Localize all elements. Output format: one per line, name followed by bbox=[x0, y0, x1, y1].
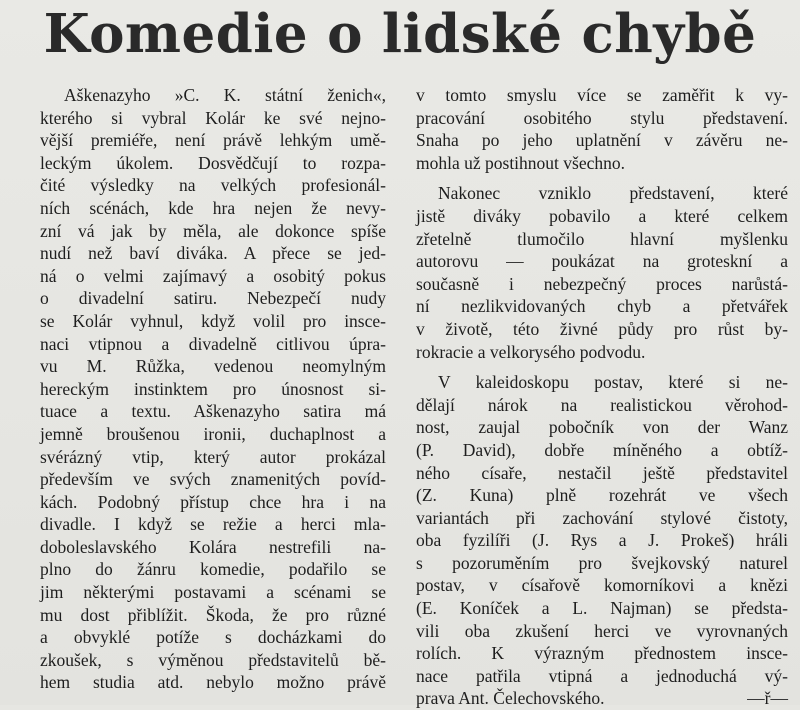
text-line: postav, v císařově komorníkovi a knězi bbox=[416, 575, 788, 596]
text-line: zřetelně tlumočilo hlavní myšlenku bbox=[416, 228, 788, 249]
text-line: se Kolár vyhnul, když volil pro inscе- bbox=[40, 310, 386, 331]
text-line: současně i nebezpečný proces narůstá- bbox=[416, 273, 788, 294]
text-line: a obvyklé potíže s docházkami do bbox=[40, 627, 386, 648]
text-line: Nakonec vzniklo představení, které bbox=[438, 183, 788, 204]
signoff-line bbox=[416, 687, 788, 710]
text-line: Aškenazyho »C. K. státní ženich«, bbox=[64, 85, 386, 105]
text-line: plno do žánru komedie, podařilo se bbox=[40, 559, 386, 580]
text-line: V kaleidoskopu postav, které si ne- bbox=[438, 372, 788, 393]
text-line: vější premiéře, není právě lehkým umě- bbox=[40, 130, 386, 151]
text-line: naci vtipnou a divadelně citlivou úpra- bbox=[40, 333, 386, 354]
text-line: hem studia atd. nebylo možno právě bbox=[40, 672, 386, 693]
text-line: zní vá jak by měla, ale dokonce spíše bbox=[40, 220, 386, 241]
right-column bbox=[416, 84, 788, 710]
text-line: jim některými postavami a scénami se bbox=[40, 582, 386, 603]
text-line: mu dost přiblížit. Škoda, že pro různé bbox=[40, 604, 386, 625]
text-line: pracování osobitého stylu představení. bbox=[416, 107, 788, 128]
text-line: Snaha po jeho uplatnění v závěru ne- bbox=[416, 130, 788, 151]
text-line: nost, zaujal pobočník von der Wanz bbox=[416, 417, 788, 438]
text-line: zkoušek, s výměnou představitelů bě- bbox=[40, 649, 386, 670]
text-line: rokracie a velkorysého podvodu. bbox=[416, 341, 646, 362]
text-line: hereckým instinktem pro únosnost si- bbox=[40, 378, 386, 399]
text-line: čité výsledky na velkých profesionál- bbox=[40, 175, 386, 196]
text-line: ného císaře, nestačil ještě představitel bbox=[416, 462, 788, 483]
text-line: variantách při zachování stylové čistoty, bbox=[416, 507, 788, 528]
text-line: divadle. I když se režie a herci mla- bbox=[40, 514, 386, 535]
text-line: svérázný vtip, který autor prokázal bbox=[40, 446, 386, 467]
paragraph-2 bbox=[416, 182, 788, 363]
paragraph-1 bbox=[40, 84, 386, 694]
text-line: autorovu — poukázat na groteskní a bbox=[416, 251, 788, 272]
text-line: o divadelní satiru. Nebezpečí nudy bbox=[40, 288, 386, 309]
text-line: jemně broušenou ironii, duchaplnost a bbox=[40, 423, 386, 444]
text-line: dělají nárok na realistickou věrohod- bbox=[416, 394, 788, 415]
text-line: nace patřila vtipná a jednoduchá vý- bbox=[416, 665, 788, 686]
text-line: především ve svých znamenitých povíd- bbox=[40, 469, 386, 490]
text-line: oba fyzilíři (J. Rys a J. Prokeš) hráli bbox=[416, 530, 788, 551]
paragraph-continued bbox=[416, 84, 788, 174]
final-text: prava Ant. Čelechovského. bbox=[416, 688, 605, 709]
text-line: ní nezlikvidovaných chyb a přetvářek bbox=[416, 296, 788, 317]
text-line: vu M. Růžka, vedenou neomylným bbox=[40, 356, 386, 377]
text-line: leckým úkolem. Dosvědčují to rozpa- bbox=[40, 152, 386, 173]
text-line: kterého si vybral Kolár ke své nejno- bbox=[40, 107, 386, 128]
text-line: (Z. Kuna) plně rozehrát ve všech bbox=[416, 485, 788, 506]
paragraph-3 bbox=[416, 371, 788, 710]
text-line: vili oba zkušení herci ve vyrovnaných bbox=[416, 620, 788, 641]
author-signature: —ř— bbox=[747, 688, 788, 709]
text-line: v tomto smyslu více se zaměřit k vy- bbox=[416, 85, 788, 105]
text-line: mohla už postihnout všechno. bbox=[416, 152, 626, 173]
text-line: s pozoruměním pro švejkovský naturel bbox=[416, 552, 788, 573]
text-line: tuace a textu. Aškenazyho satira má bbox=[40, 401, 386, 422]
article-title: Komedie o lidské chybě bbox=[43, 3, 757, 65]
text-line: ních scénách, kde hra nejen že nevy- bbox=[40, 197, 386, 218]
left-column bbox=[40, 84, 386, 694]
text-line: rolích. K výrazným přednostem insce- bbox=[416, 643, 788, 664]
text-line: kách. Podobný přístup chce hra i na bbox=[40, 491, 386, 512]
text-line: v životě, této živné půdy pro růst by- bbox=[416, 318, 788, 339]
text-line: doboleslavského Kolára nestrefili na- bbox=[40, 536, 386, 557]
text-line: jistě diváky pobavilo a které celkem bbox=[416, 205, 788, 226]
text-line: ná o velmi zajímavý a osobitý pokus bbox=[40, 265, 386, 286]
text-line: nudí než baví diváka. A přece se jed- bbox=[40, 243, 386, 264]
text-line: (P. David), dobře míněného a obtíž- bbox=[416, 439, 788, 460]
text-line: (E. Koníček a L. Najman) se předsta- bbox=[416, 598, 788, 619]
